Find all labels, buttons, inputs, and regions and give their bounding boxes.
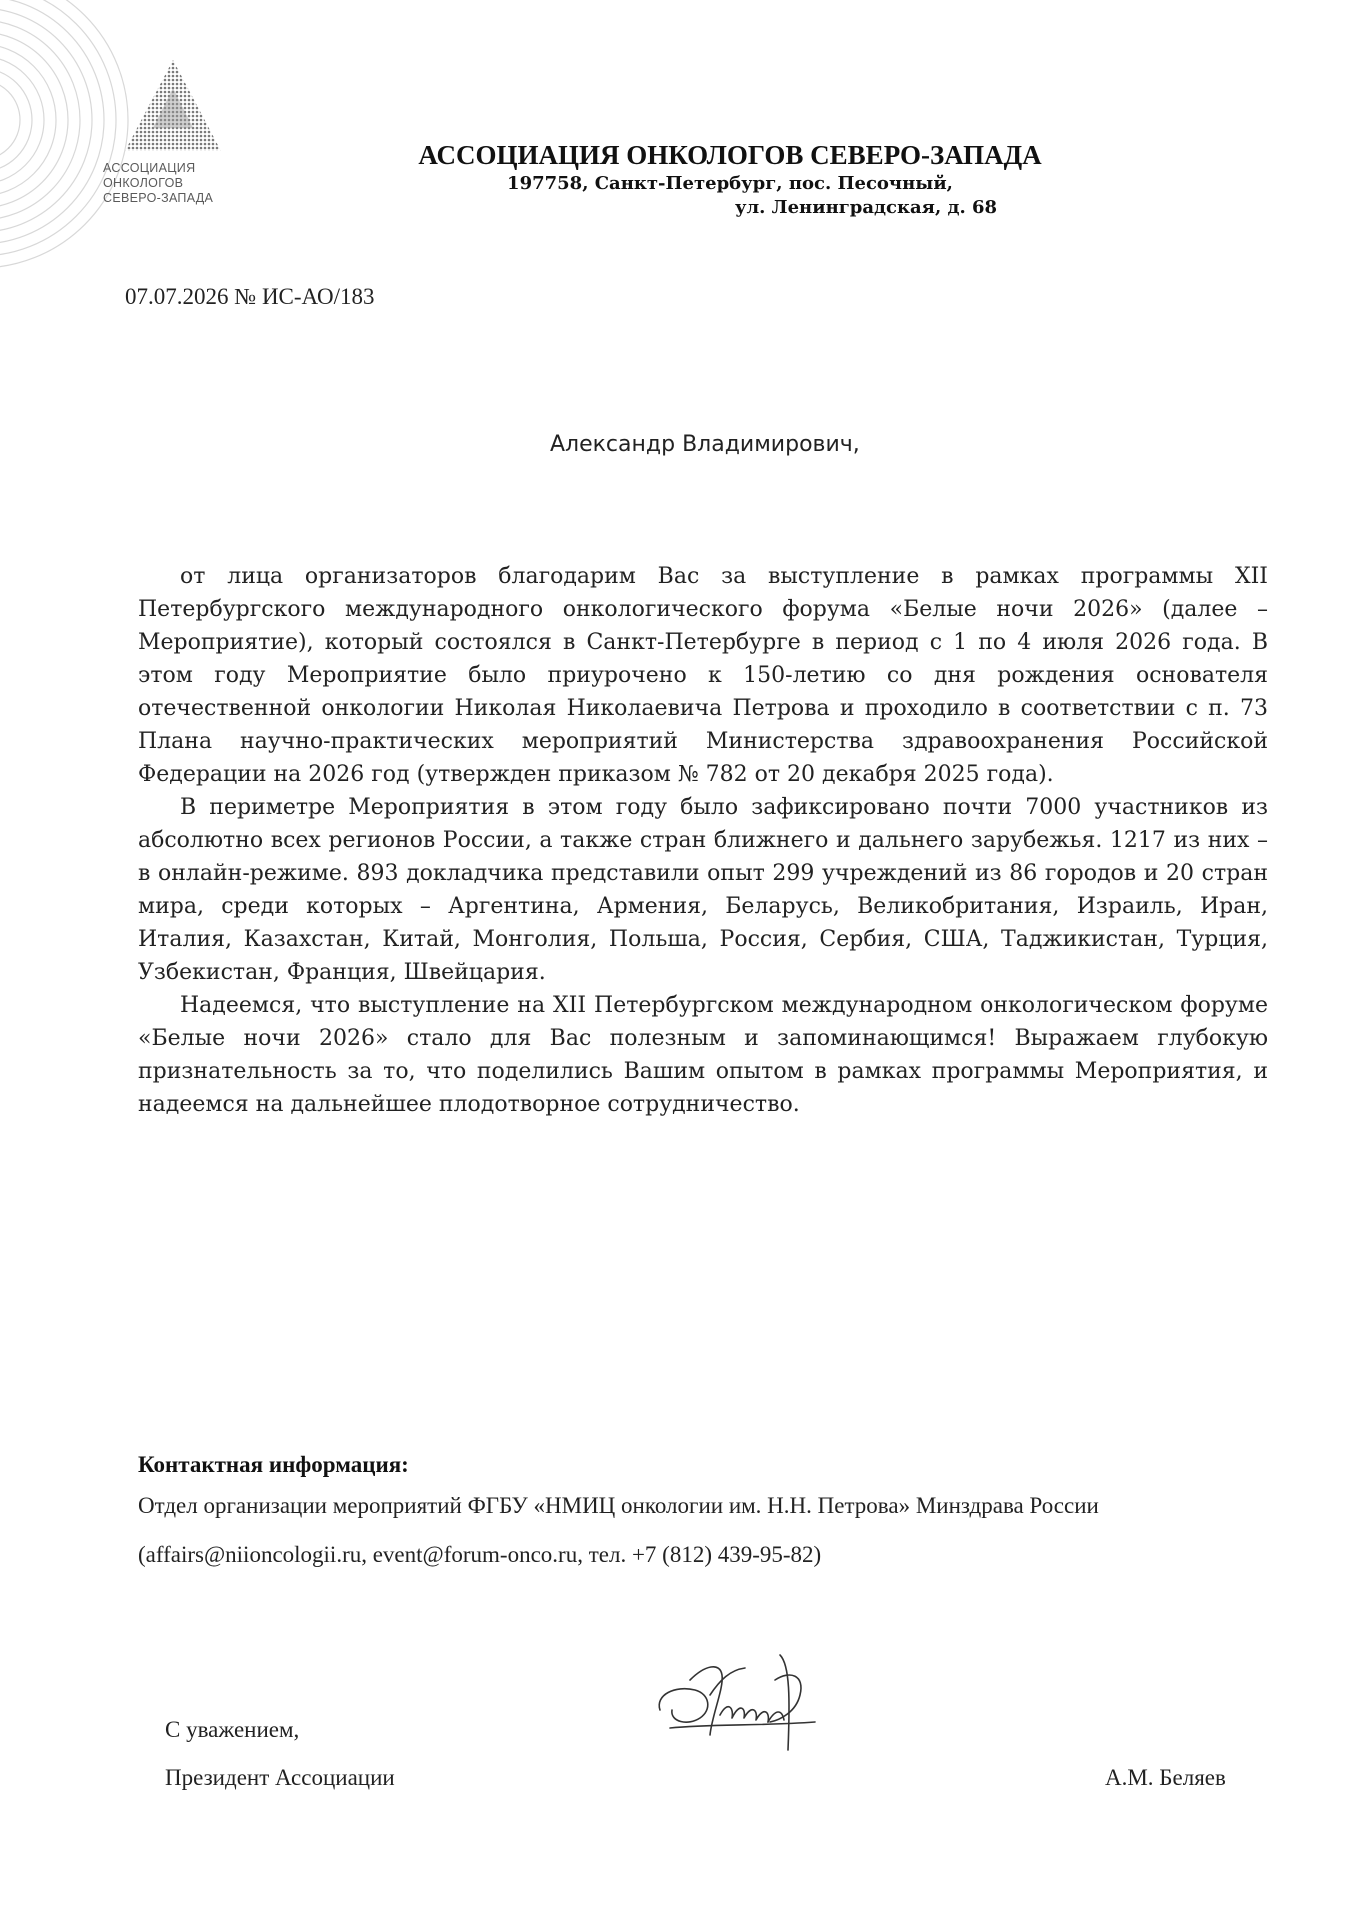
signer-name: А.М. Беляев [1105,1765,1226,1790]
contacts-details: (affairs@niioncologii.ru, event@forum-onco.ru, тел. +7 (812) 439-95-82) [138,1542,822,1567]
body-paragraph: Надеемся, что выступление на XII Петербургском международном онкологическом форуме «Белые ночи 2026» стало для Вас полезным и запоминающимся! Выражаем глубокую признательность за то, что поделились Вашим опытом в рамках программы Мероприятия, и надеемся на дальнейшее плодотворное сотрудничество. [138,993,1268,1117]
salutation: Александр Владимирович, [550,432,860,457]
triangle-emblem-icon [123,58,223,153]
association-logo [103,58,238,218]
organization-address-line2: ул. Ленинградская, д. 68 [734,197,998,218]
document-reference: 07.07.2026 № ИС-АО/183 [125,284,375,309]
logo-line: ОНКОЛОГОВ [103,176,184,190]
contacts-title: Контактная информация: [138,1452,409,1477]
logo-line: АССОЦИАЦИЯ [103,161,196,175]
body-paragraph: от лица организаторов благодарим Вас за выступление в рамках программы XII Петербургского международного онкологического форума «Белые ночи 2026» (далее – Мероприятие), который состоялся в Санкт-Петербурге в период с 1 по 4 июля 2026 года. В этом году Мероприятие было приурочено к 150-летию со дня рождения основателя отечественной онкологии Николая Николаевича Петрова и проходило в соответствии с п. 73 Плана научно-практических мероприятий Министерства здравоохранения Российской Федерации на 2026 год (утвержден приказом № 782 от 20 декабря 2025 года). [138,564,1268,787]
organization-name: АССОЦИАЦИЯ ОНКОЛОГОВ СЕВЕРО-ЗАПАДА [418,140,1042,170]
contacts-department: Отдел организации мероприятий ФГБУ «НМИЦ онкологии им. Н.Н. Петрова» Минздрава России [138,1493,1099,1518]
signer-position: Президент Ассоциации [165,1765,395,1790]
handwritten-signature [650,1640,840,1760]
body-paragraph: В периметре Мероприятия в этом году было зафиксировано почти 7000 участников из абсолютно всех регионов России, а также стран ближнего и дальнего зарубежья. 1217 из них – в онлайн-режиме. 893 докладчика представили опыт 299 учреждений из 86 городов и 20 стран мира, среди которых – Аргентина, Армения, Беларусь, Великобритания, Израиль, Иран, Италия, Казахстан, Китай, Монголия, Польша, Россия, Сербия, США, Таджикистан, Турция, Узбекистан, Франция, Швейцария. [138,795,1268,985]
logo-line: СЕВЕРО-ЗАПАДА [103,191,214,205]
logo-caption [103,161,238,206]
organization-address-line1: 197758, Санкт-Петербург, пос. Песочный, [507,173,953,194]
letter-body [138,560,1268,1121]
closing-regards: С уважением, [165,1717,300,1742]
